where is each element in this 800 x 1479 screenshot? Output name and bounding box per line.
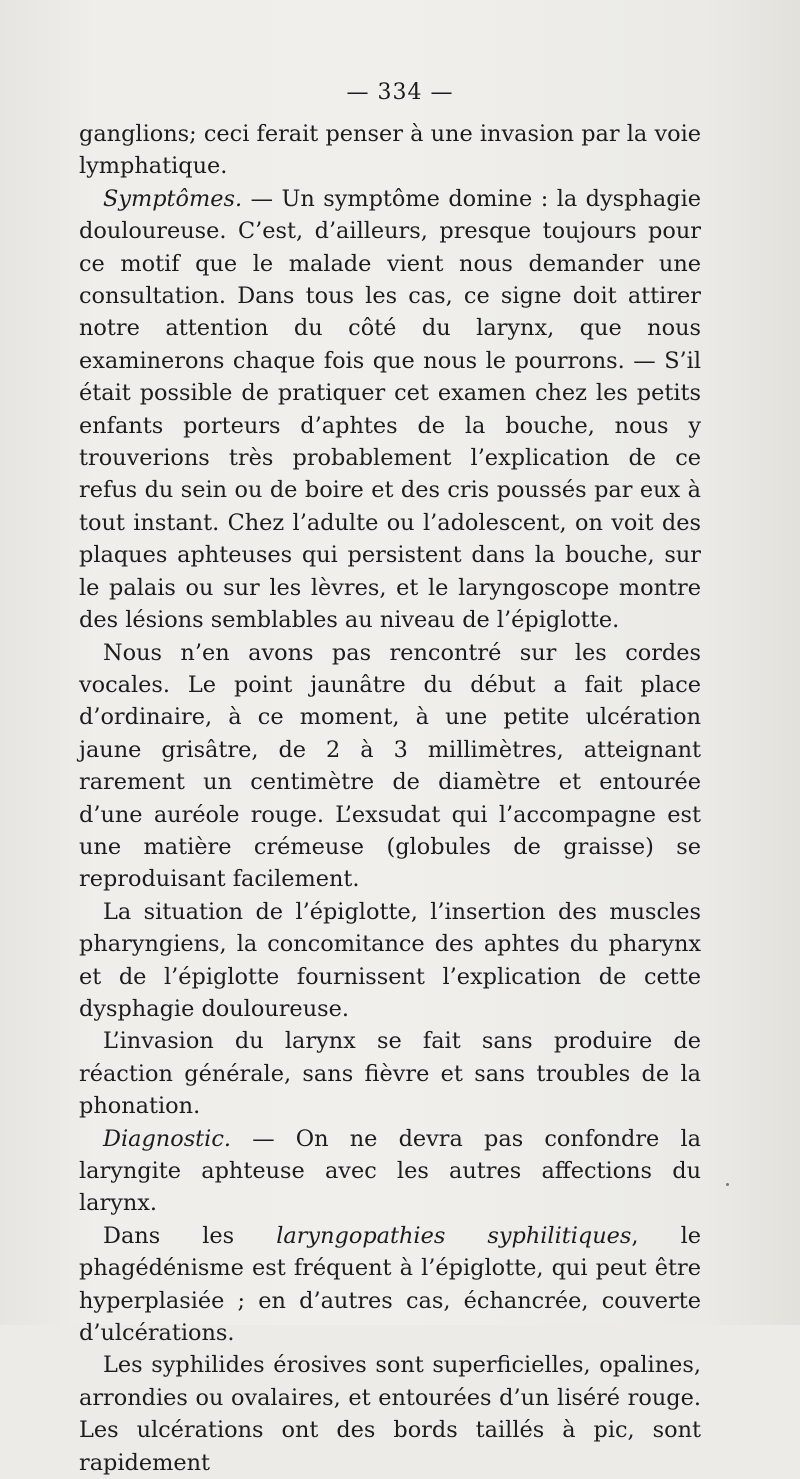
paragraph	[79, 1025, 701, 1122]
text-run: L’invasion du larynx se fait sans produire de réaction générale, sans fièvre et sans troubles de la phonation.	[79, 1028, 701, 1120]
text-run: Nous n’en avons pas rencontré sur les cordes vocales. Le point jaunâtre du début a fait place d’ordinaire, à ce moment, à une petite ulcération jaune grisâtre, de 2 à 3 millimètres, atteignant rarement un centimètre de diamètre et entourée d’une auréole rouge. L’exsudat qui l’accompagne est une matière crémeuse (globules de graisse) se reproduisant facilement.	[79, 639, 701, 893]
text-run: — Un symptôme domine : la dysphagie douloureuse. C’est, d’ailleurs, presque toujours pour ce motif que le malade vient nous demander une consultation. Dans tous les cas, ce signe doit attirer notre attention du côté du larynx, que nous examinerons chaque fois que nous le pourrons. — S’il était possible de pratiquer cet examen chez les petits enfants porteurs d’aphtes de la bouche, nous y trouverions très probablement l’explication de ce refus du sein ou de boire et des cris poussés par eux à tout instant. Chez l’adulte ou l’adolescent, on voit des plaques aphteuses qui persistent dans la bouche, sur le palais ou sur les lèvres, et le laryngoscope montre des lésions semblables au niveau de l’épiglotte.	[79, 185, 701, 634]
paragraph	[79, 1123, 701, 1220]
paragraph	[79, 118, 701, 183]
paragraph	[79, 637, 701, 896]
paragraph	[79, 896, 701, 1026]
italic-text: Symptômes.	[103, 185, 243, 212]
paragraph	[79, 183, 701, 637]
page-number: — 334 —	[346, 80, 454, 105]
text-run: , le phagédénisme est fréquent à l’épiglotte, qui peut être hyperplasiée ; en d’autres cas, échancrée, couverte d’ulcérations.	[79, 1222, 701, 1347]
italic-text: Diagnostic.	[103, 1125, 232, 1152]
paper-speck	[726, 1183, 729, 1186]
italic-text: laryngopathies syphilitiques	[276, 1222, 632, 1249]
text-run: — On ne devra pas confondre la laryngite aphteuse avec les autres affections du larynx.	[79, 1125, 701, 1217]
paragraph	[79, 1220, 701, 1350]
body-text	[79, 118, 701, 1479]
text-run: ganglions; ceci ferait penser à une invasion par la voie lymphatique.	[79, 121, 701, 180]
paragraph	[79, 1349, 701, 1479]
text-run: Dans les	[103, 1222, 277, 1249]
text-run: La situation de l’épiglotte, l’insertion des muscles pharyngiens, la concomitance des aphtes du pharynx et de l’épiglotte fournissent l’explication de cette dysphagie douloureuse.	[79, 898, 701, 1022]
text-run: Les syphilides érosives sont superficielles, opalines, arrondies ou ovalaires, et entourées d’un liséré rouge. Les ulcérations ont des bords taillés à pic, sont rapidement	[79, 1352, 701, 1476]
